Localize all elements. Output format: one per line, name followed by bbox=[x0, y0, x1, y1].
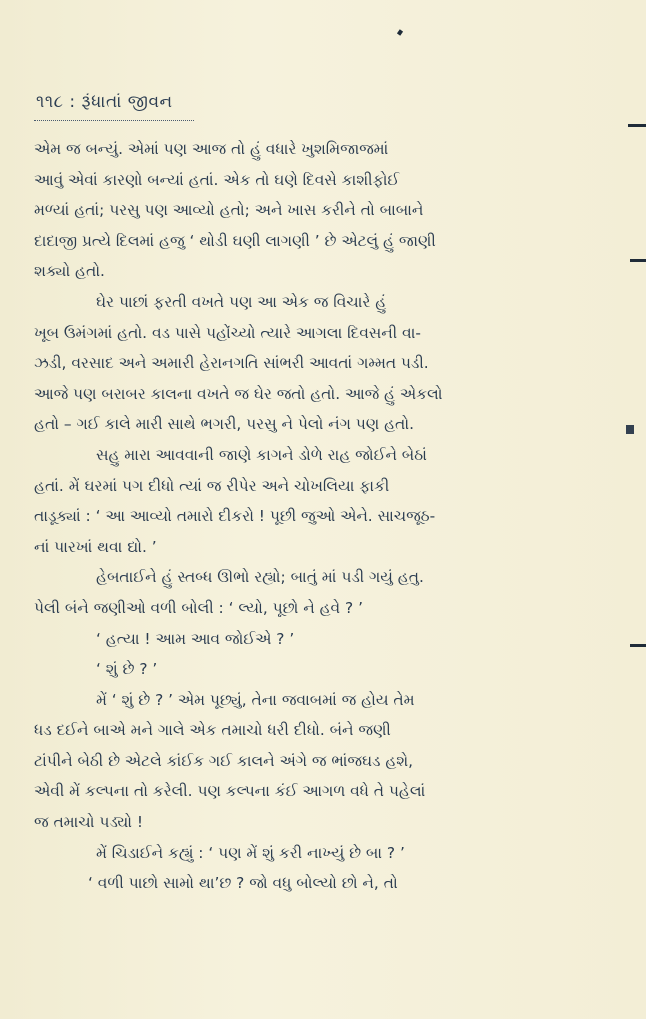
text-line: ઘેર પાછાં ફરતી વખતે પણ આ એક જ વિચારે હું bbox=[96, 292, 387, 311]
text-line: ‘ હત્યા ! આમ આવ જોઈએ ? ’ bbox=[96, 629, 295, 648]
page-header: ૧૧૮ : રૂંધાતાં જીવન bbox=[36, 92, 173, 112]
text-line: ટાંપીને બેઠી છે એટલે કાંઈક ગઈ કાલને અંગે જ ભાંજઘડ હશે, bbox=[34, 751, 414, 770]
text-line: ‘ વળી પાછો સામો થા’છ ? જો વધુ બોલ્યો છો ને, તો bbox=[88, 874, 398, 893]
scan-mark-right-3 bbox=[626, 425, 634, 434]
text-line: હતો – ગઈ કાલે મારી સાથે ભગરી, પરસુ ને પેલો નંગ પણ હતો. bbox=[34, 415, 414, 434]
text-line: દાદાજી પ્રત્યે દિલમાં હજુ ‘ થોડી ઘણી લાગણી ’ છે એટલું હું જાણી bbox=[34, 231, 436, 250]
text-line: સહુ મારા આવવાની જાણે કાગને ડોળે રાહ જોઈને બેઠાં bbox=[96, 445, 427, 464]
text-line: આવું એવાં કારણો બન્યાં હતાં. એક તો ઘણે દિવસે કાશીફોઈ bbox=[34, 170, 400, 189]
scan-mark-top bbox=[397, 29, 403, 35]
text-line: મળ્યાં હતાં; પરસુ પણ આવ્યો હતો; અને ખાસ કરીને તો બાબાને bbox=[34, 201, 424, 220]
text-line: ધડ દઈને બાએ મને ગાલે એક તમાચો ધરી દીધો. બંને જણી bbox=[34, 721, 391, 740]
text-line: નાં પારખાં થવા દ્યો. ’ bbox=[34, 537, 157, 556]
body-text bbox=[34, 134, 600, 899]
scan-mark-right-4 bbox=[630, 644, 646, 647]
text-line: જ તમાચો પડ્યો ! bbox=[34, 813, 144, 832]
text-line: પેલી બંને જણીઓ વળી બોલી : ‘ લ્યો, પૂછો ને હવે ? ’ bbox=[34, 598, 363, 617]
scan-mark-right-2 bbox=[630, 259, 646, 262]
text-line: શક્યો હતો. bbox=[34, 262, 105, 281]
text-line: હેબતાઈને હું સ્તબ્ધ ઊભો રહ્યો; બાતું માં પડી ગયું હતુ. bbox=[96, 568, 424, 587]
text-line: આજે પણ બરાબર કાલના વખતે જ ઘેર જતો હતો. આજે હું એકલો bbox=[34, 384, 443, 403]
text-line: તાડૂક્યાં : ‘ આ આવ્યો તમારો દીકરો ! પૂછી જુઓ એને. સાચજૂઠ- bbox=[34, 507, 436, 526]
text-line: ખૂબ ઉમંગમાં હતો. વડ પાસે પહોંચ્યો ત્યારે આગલા દિવસની વા- bbox=[34, 323, 421, 342]
header-underline bbox=[34, 116, 194, 121]
text-line: ઝડી, વરસાદ અને અમારી હેરાનગતિ સાંભરી આવતાં ગમ્મત પડી. bbox=[34, 354, 429, 373]
text-line: ‘ શું છે ? ’ bbox=[96, 660, 158, 679]
scan-mark-right-1 bbox=[628, 124, 646, 127]
text-line: હતાં. મેં ઘરમાં પગ દીધો ત્યાં જ રીપેર અને ચોખલિયા ફાકી bbox=[34, 476, 390, 495]
text-line: મેં ‘ શું છે ? ’ એમ પૂછ્યું, તેના જવાબમાં જ હોય તેમ bbox=[96, 690, 415, 709]
text-line: એમ જ બન્યું. એમાં પણ આજ તો હું વધારે ખુશમિજાજમાં bbox=[34, 140, 389, 158]
text-line: મેં ચિડાઈને કહ્યું : ‘ પણ મેં શું કરી નાખ્યું છે બા ? ’ bbox=[96, 843, 405, 862]
text-line: એવી મેં કલ્પના તો કરેલી. પણ કલ્પના કંઈ આગળ વધે તે પહેલાં bbox=[34, 782, 426, 801]
